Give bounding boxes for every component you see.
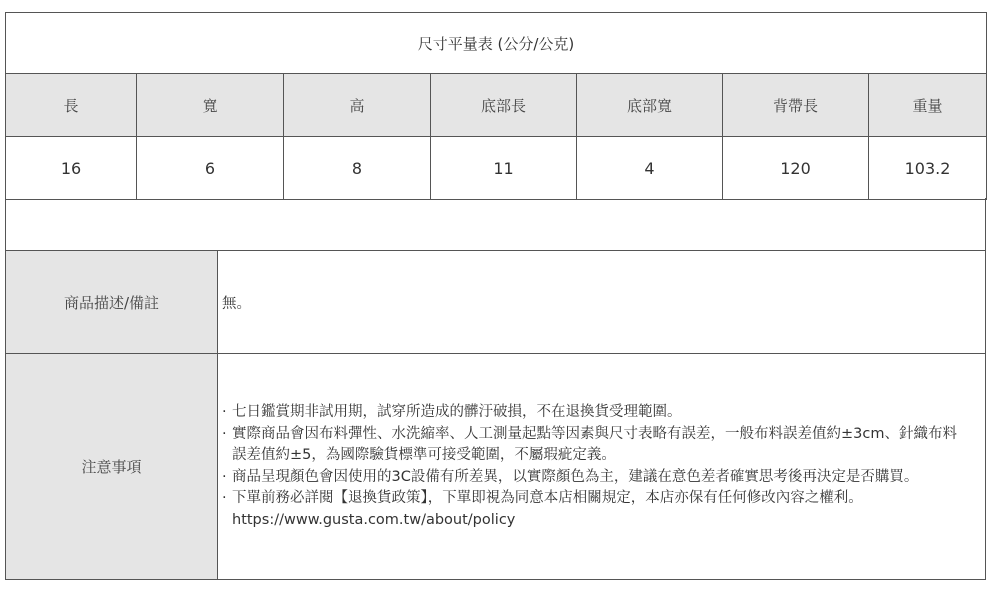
size-table-title: 尺寸平量表 (公分/公克) [6,13,987,74]
value-height: 8 [284,137,431,200]
info-table [5,250,986,580]
header-weight: 重量 [869,74,987,137]
value-bottom-width: 4 [577,137,723,200]
header-length: 長 [6,74,137,137]
notes-list [222,402,971,531]
table-spacer [5,198,986,250]
header-strap-length: 背帶長 [723,74,869,137]
size-table [5,12,987,200]
note-item: · 商品呈現顏色會因使用的3C設備有所差異，以實際顏色為主，建議在意色差者確實思考後再決定是否購買。 [222,467,971,489]
description-label: 商品描述/備註 [6,251,218,354]
notes-cell [218,354,986,580]
notes-label: 注意事項 [6,354,218,580]
note-item: · 實際商品會因布料彈性、水洗縮率、人工測量起點等因素與尺寸表略有誤差，一般布料誤差值約±3cm、針織布料誤差值約±5，為國際驗貨標準可接受範圍，不屬瑕疵定義。 [222,424,971,467]
value-length: 16 [6,137,137,200]
header-width: 寬 [137,74,284,137]
value-strap-length: 120 [723,137,869,200]
header-bottom-length: 底部長 [431,74,577,137]
header-height: 高 [284,74,431,137]
value-width: 6 [137,137,284,200]
header-bottom-width: 底部寬 [577,74,723,137]
description-value: 無。 [218,251,986,354]
value-bottom-length: 11 [431,137,577,200]
note-item: · 七日鑑賞期非試用期，試穿所造成的髒汙破損，不在退換貨受理範圍。 [222,402,971,424]
note-item: · 下單前務必詳閱【退換貨政策】，下單即視為同意本店相關規定，本店亦保有任何修改內容之權利。https://www.gusta.com.tw/about/policy [222,488,971,531]
value-weight: 103.2 [869,137,987,200]
